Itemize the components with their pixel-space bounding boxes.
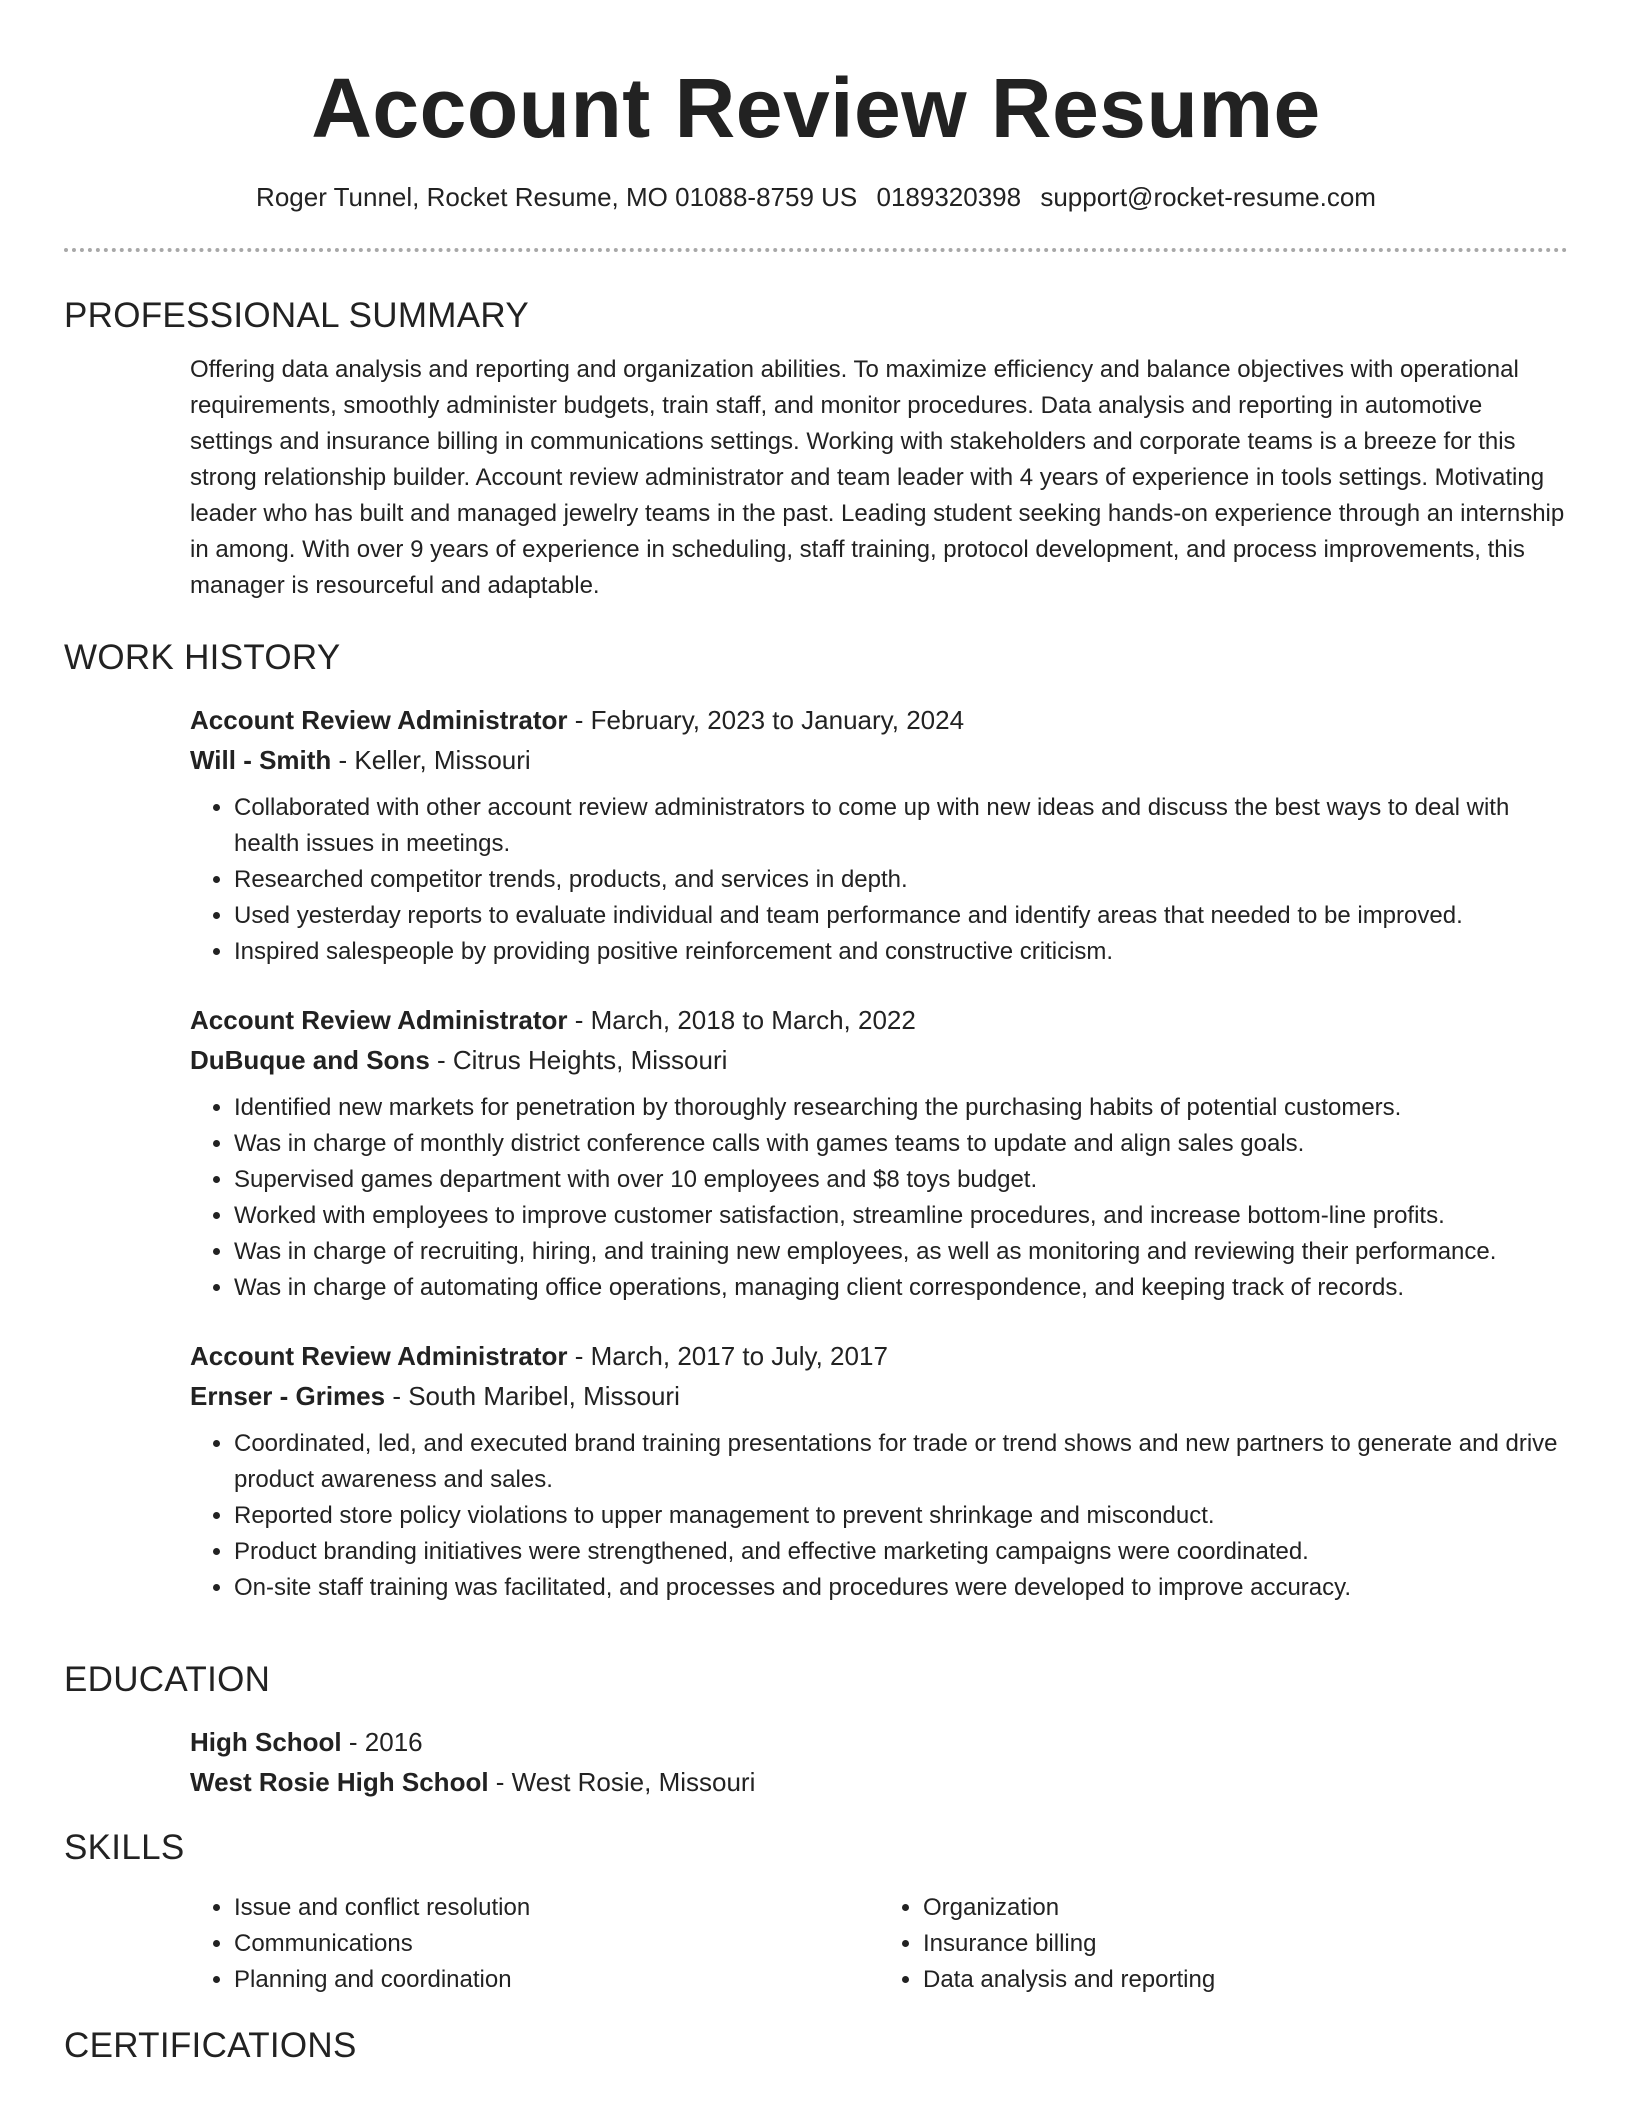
job-entry bbox=[190, 700, 1568, 970]
contact-address: Roger Tunnel, Rocket Resume, MO 01088-8759 US bbox=[256, 182, 858, 212]
list-item: • Used yesterday reports to evaluate individual and team performance and identify areas that needed to be improved. bbox=[234, 898, 1568, 934]
certifications-section bbox=[64, 2024, 1568, 2068]
list-item: • Data analysis and reporting bbox=[923, 1962, 1568, 1998]
job-company: Will - Smith bbox=[190, 745, 332, 775]
education-school-line bbox=[190, 1762, 1568, 1802]
education-heading: EDUCATION bbox=[64, 1660, 271, 1699]
contact-email: support@rocket-resume.com bbox=[1040, 182, 1376, 212]
education-degree-line bbox=[190, 1722, 1568, 1762]
skills-list-right bbox=[879, 1890, 1568, 1998]
job-company-line bbox=[190, 1376, 1568, 1416]
list-item: • Supervised games department with over 10 employees and $8 toys budget. bbox=[234, 1162, 1568, 1198]
education-year: - 2016 bbox=[341, 1727, 423, 1757]
list-item: • Issue and conflict resolution bbox=[234, 1890, 879, 1926]
job-dates: - March, 2018 to March, 2022 bbox=[567, 1005, 916, 1035]
summary-text: Offering data analysis and reporting and organization abilities. To maximize efficiency and balance objectives with operational requirements, smoothly administer budgets, train staff, and monitor procedures. Data analysis and reporting in automotive settings and insurance billing in communications settings. Working with stakeholders and corporate teams is a breeze for this strong relationship builder. Account review administrator and team leader with 4 years of experience in tools settings. Motivating leader who has built and managed jewelry teams in the past. Leading student seeking hands-on experience through an internship in among. With over 9 years of experience in scheduling, staff training, protocol development, and process improvements, this manager is resourceful and adaptable. bbox=[190, 356, 1565, 599]
contact-line bbox=[0, 180, 1632, 214]
list-item: • Worked with employees to improve customer satisfaction, streamline procedures, and increase bottom-line profits. bbox=[234, 1198, 1568, 1234]
job-bullets bbox=[190, 1090, 1568, 1306]
job-entry bbox=[190, 1000, 1568, 1306]
list-item: • Was in charge of recruiting, hiring, and training new employees, as well as monitoring and reviewing their performance. bbox=[234, 1234, 1568, 1270]
list-item: • Organization bbox=[923, 1890, 1568, 1926]
list-item: • Planning and coordination bbox=[234, 1962, 879, 1998]
job-location: - South Maribel, Missouri bbox=[385, 1381, 680, 1411]
job-role: Account Review Administrator bbox=[190, 705, 568, 735]
job-company: Ernser - Grimes bbox=[190, 1381, 386, 1411]
job-company-line bbox=[190, 1040, 1568, 1080]
job-entry bbox=[190, 1336, 1568, 1606]
education-degree: High School bbox=[190, 1727, 342, 1757]
header-divider bbox=[64, 248, 1568, 252]
list-item: • Insurance billing bbox=[923, 1926, 1568, 1962]
job-location: - Keller, Missouri bbox=[331, 745, 531, 775]
job-title-line bbox=[190, 700, 1568, 740]
list-item: • Was in charge of automating office operations, managing client correspondence, and keeping track of records. bbox=[234, 1270, 1568, 1306]
list-item: • On-site staff training was facilitated, and processes and procedures were developed to improve accuracy. bbox=[234, 1570, 1568, 1606]
education-location: - West Rosie, Missouri bbox=[488, 1767, 756, 1797]
education-section bbox=[64, 1658, 1568, 1802]
work-history-section bbox=[64, 636, 1568, 1636]
job-company-line bbox=[190, 740, 1568, 780]
job-dates: - March, 2017 to July, 2017 bbox=[567, 1341, 888, 1371]
list-item: • Collaborated with other account review administrators to come up with new ideas and discuss the best ways to deal with health issues in meetings. bbox=[234, 790, 1568, 862]
certifications-heading: CERTIFICATIONS bbox=[64, 2026, 357, 2065]
education-school: West Rosie High School bbox=[190, 1767, 489, 1797]
job-title-line bbox=[190, 1000, 1568, 1040]
contact-phone: 0189320398 bbox=[876, 182, 1022, 212]
job-bullets bbox=[190, 790, 1568, 970]
list-item: • Identified new markets for penetration by thoroughly researching the purchasing habits of potential customers. bbox=[234, 1090, 1568, 1126]
list-item: • Was in charge of monthly district conference calls with games teams to update and align sales goals. bbox=[234, 1126, 1568, 1162]
skills-list-left bbox=[190, 1890, 879, 1998]
work-history-heading: WORK HISTORY bbox=[64, 638, 341, 677]
skills-section bbox=[64, 1826, 1568, 1998]
summary-section bbox=[64, 294, 1568, 604]
resume-title: Account Review Resume bbox=[311, 61, 1321, 155]
job-role: Account Review Administrator bbox=[190, 1341, 568, 1371]
skills-heading: SKILLS bbox=[64, 1828, 185, 1867]
list-item: • Reported store policy violations to upper management to prevent shrinkage and misconduct. bbox=[234, 1498, 1568, 1534]
job-bullets bbox=[190, 1426, 1568, 1606]
list-item: • Product branding initiatives were strengthened, and effective marketing campaigns were coordinated. bbox=[234, 1534, 1568, 1570]
list-item: • Researched competitor trends, products, and services in depth. bbox=[234, 862, 1568, 898]
list-item: • Communications bbox=[234, 1926, 879, 1962]
job-title-line bbox=[190, 1336, 1568, 1376]
job-role: Account Review Administrator bbox=[190, 1005, 568, 1035]
job-location: - Citrus Heights, Missouri bbox=[429, 1045, 728, 1075]
list-item: • Coordinated, led, and executed brand training presentations for trade or trend shows and new partners to generate and drive product awareness and sales. bbox=[234, 1426, 1568, 1498]
skills-grid bbox=[190, 1890, 1568, 1998]
list-item: • Inspired salespeople by providing positive reinforcement and constructive criticism. bbox=[234, 934, 1568, 970]
summary-heading: PROFESSIONAL SUMMARY bbox=[64, 296, 529, 335]
job-dates: - February, 2023 to January, 2024 bbox=[567, 705, 965, 735]
job-company: DuBuque and Sons bbox=[190, 1045, 430, 1075]
